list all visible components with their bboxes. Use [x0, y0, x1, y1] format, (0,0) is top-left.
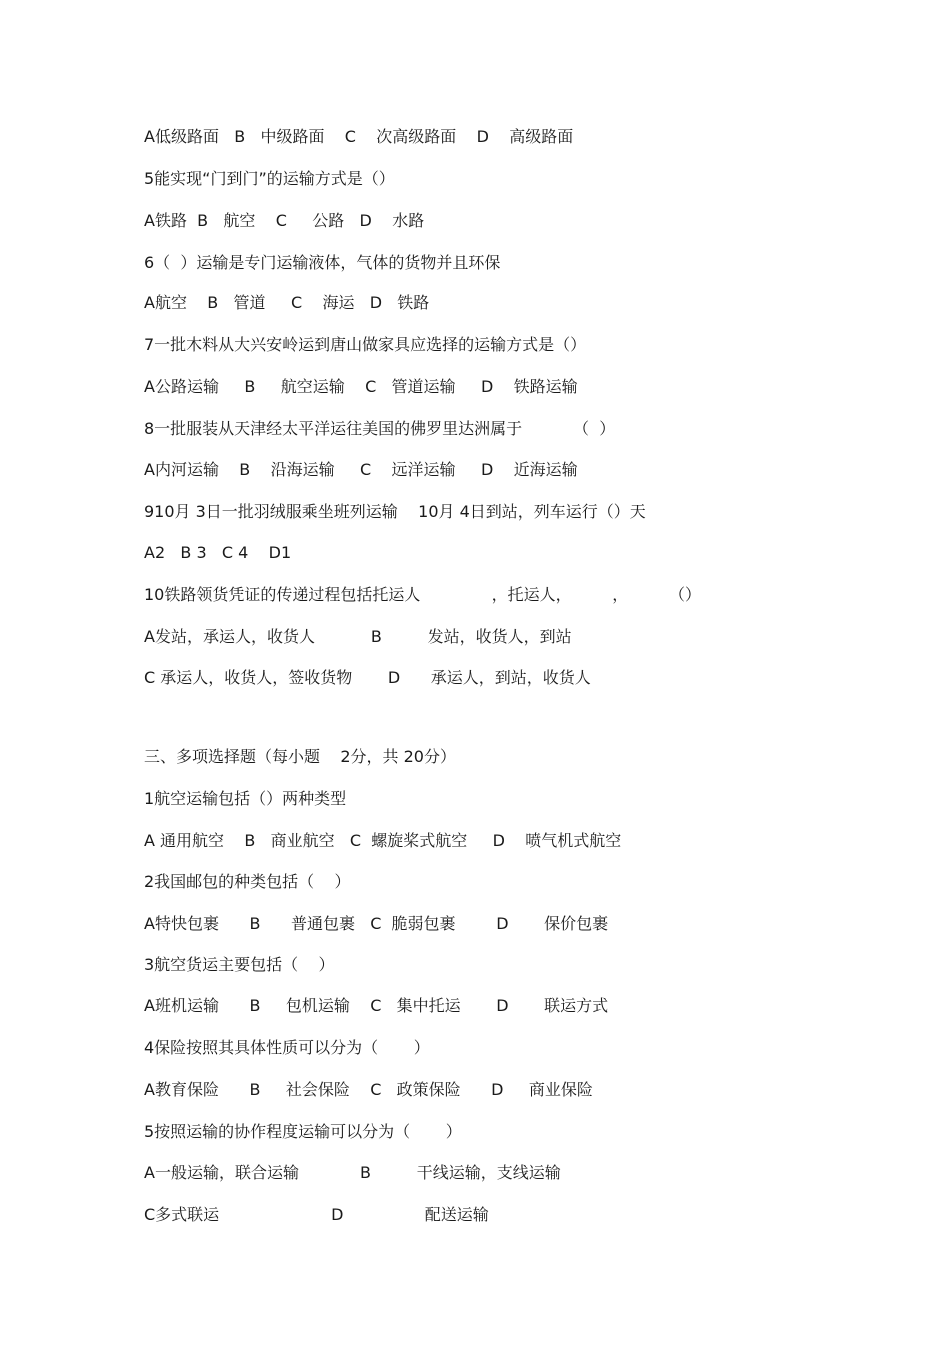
option-line: A教育保险 B 社会保险 C 政策保险 D 商业保险 [144, 1080, 593, 1099]
question-9: 910月 3日一批羽绒服乘坐班列运输 10月 4日到站，列车运行（）天 [144, 502, 646, 521]
multi-question-3: 3航空货运主要包括（ ） [144, 955, 335, 974]
option-line: C多式联运 D 配送运输 [144, 1205, 489, 1224]
question-5: 5能实现“门到门”的运输方式是（） [144, 169, 395, 188]
section-heading: 三、多项选择题（每小题 2分，共 20分） [144, 747, 456, 766]
multi-question-4: 4保险按照其具体性质可以分为（ ） [144, 1038, 430, 1057]
question-10: 10铁路领货凭证的传递过程包括托运人 ，托运人， ， （） [144, 585, 701, 604]
option-line: A铁路 B 航空 C 公路 D 水路 [144, 211, 425, 230]
multi-question-1: 1航空运输包括（）两种类型 [144, 789, 347, 808]
option-line: A2 B 3 C 4 D1 [144, 543, 292, 562]
question-8: 8一批服装从天津经太平洋运往美国的佛罗里达洲属于 （ ） [144, 419, 616, 438]
option-line: A内河运输 B 沿海运输 C 远洋运输 D 近海运输 [144, 460, 578, 479]
option-line: A发站，承运人，收货人 B 发站，收货人，到站 [144, 627, 572, 646]
option-line: A航空 B 管道 C 海运 D 铁路 [144, 293, 430, 312]
option-line: A低级路面 B 中级路面 C 次高级路面 D 高级路面 [144, 127, 574, 146]
multi-question-5: 5按照运输的协作程度运输可以分为（ ） [144, 1122, 462, 1141]
question-7: 7一批木料从大兴安岭运到唐山做家具应选择的运输方式是（） [144, 335, 587, 354]
option-line: A特快包裹 B 普通包裹 C 脆弱包裹 D 保价包裹 [144, 914, 609, 933]
option-line: A公路运输 B 航空运输 C 管道运输 D 铁路运输 [144, 377, 578, 396]
option-line: A班机运输 B 包机运输 C 集中托运 D 联运方式 [144, 996, 609, 1015]
question-6: 6（ ）运输是专门运输液体，气体的货物并且环保 [144, 253, 501, 272]
option-line: C 承运人，收货人，签收货物 D 承运人，到站，收货人 [144, 668, 591, 687]
option-line: A 通用航空 B 商业航空 C 螺旋桨式航空 D 喷气机式航空 [144, 831, 622, 850]
multi-question-2: 2我国邮包的种类包括（ ） [144, 872, 351, 891]
option-line: A一般运输，联合运输 B 干线运输，支线运输 [144, 1163, 561, 1182]
